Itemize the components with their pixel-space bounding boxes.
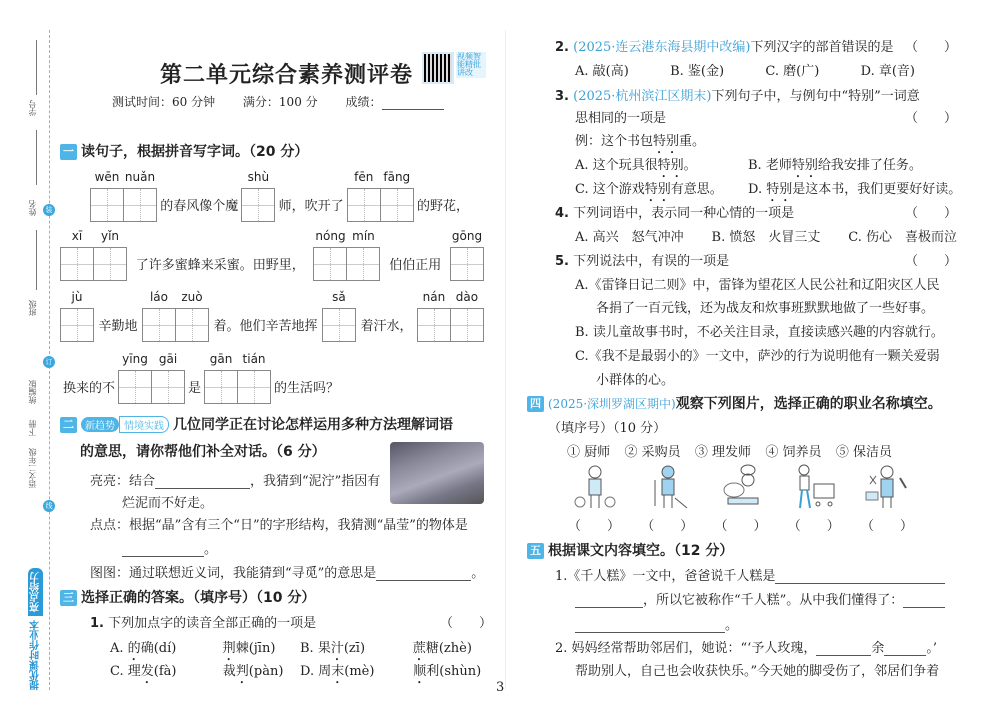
option — [300, 660, 508, 687]
text: D. — [748, 182, 767, 197]
full-score: 满分：100 分 — [242, 95, 318, 109]
char-box-group[interactable] — [60, 290, 94, 342]
series-name: 提优课时作业本 — [30, 620, 42, 690]
pinyin: tián — [242, 352, 266, 366]
question-2 — [555, 36, 894, 55]
char-box[interactable] — [90, 170, 124, 222]
binding-mark: 订 — [43, 356, 55, 368]
answer-paren[interactable]: （ ） — [787, 519, 840, 534]
char-box-group[interactable] — [322, 290, 356, 342]
time-limit: 测试时间：60 分钟 — [112, 95, 216, 109]
char-box-group[interactable] — [118, 352, 185, 404]
volume-label: 下册 — [28, 420, 37, 436]
answer-paren[interactable]: （ ） — [860, 519, 913, 534]
grade-label: 语文二年级 — [28, 448, 37, 488]
page-title: 第二单元综合素养测评卷 — [160, 63, 414, 88]
question-text: 下列词语中，表示同一种心情的一项是 — [573, 206, 795, 221]
option-cont: 小群体的心。 — [596, 373, 675, 388]
char-box-group[interactable] — [450, 229, 484, 281]
text: (mè) — [344, 664, 375, 679]
question-1 — [90, 612, 316, 631]
question-text: 思相同的一项是 — [575, 111, 667, 126]
pinyin: gōng — [451, 229, 483, 243]
sentence-text: 换来的不 — [63, 381, 116, 396]
pinyin: jù — [71, 290, 83, 304]
fill-question-1-cont — [575, 589, 945, 608]
section-number: 五 — [527, 543, 544, 559]
option-cont: 各捐了一百元钱，还为战友和炊事班默默地做了一些好事。 — [596, 301, 935, 316]
blank-line — [36, 40, 37, 95]
char-box[interactable] — [347, 170, 381, 222]
char-box[interactable] — [60, 290, 94, 342]
period: 。 — [725, 618, 739, 633]
char-box[interactable] — [152, 352, 185, 404]
period: 。 — [471, 566, 485, 581]
char-box[interactable] — [417, 290, 451, 342]
text: 裁 — [222, 664, 236, 679]
dotted-char: 末 — [331, 664, 345, 679]
answer-blank[interactable] — [884, 655, 926, 656]
option: A. 敲(高) — [575, 64, 629, 79]
option-letter: D. — [300, 664, 315, 679]
qr-caption: 视频智能精批讲改 — [456, 52, 486, 78]
char-box[interactable] — [142, 290, 176, 342]
sentence-text: 是 — [188, 381, 202, 396]
question-text: 。’ — [926, 641, 937, 656]
section-1-heading — [60, 141, 308, 161]
profession-options — [567, 441, 892, 460]
name-label: 姓名 — [28, 200, 37, 216]
pinyin: xī — [71, 229, 83, 243]
pinyin: láo — [149, 290, 168, 304]
blank-line — [36, 230, 37, 290]
text: 。 — [683, 158, 697, 173]
shopper-illustration — [790, 462, 840, 512]
binding-margin — [0, 0, 52, 718]
cleaner-illustration — [643, 462, 693, 512]
dotted-char: 的 — [127, 641, 141, 656]
period: 。 — [204, 542, 218, 557]
option-word — [318, 660, 413, 687]
exam-info — [112, 93, 444, 110]
dotted-char: 蔗 — [412, 641, 426, 656]
source-tag: (2025·连云港东海县期中改编) — [573, 40, 751, 55]
dialog-liangliang — [90, 470, 380, 489]
pinyin: nán — [422, 290, 446, 304]
section-number: 三 — [60, 590, 77, 606]
question-5 — [555, 250, 729, 269]
answer-paren[interactable]: （ ） — [905, 40, 958, 55]
pinyin: nóng — [315, 229, 346, 243]
section-4-heading — [527, 393, 942, 413]
option — [575, 154, 697, 181]
text: 利(shùn) — [426, 664, 482, 679]
option-word — [128, 660, 223, 687]
dotted-text: 特别 — [644, 182, 671, 197]
text: (zī) — [343, 641, 366, 656]
char-box[interactable] — [322, 290, 356, 342]
char-box[interactable] — [176, 290, 209, 342]
answer-paren[interactable]: （ ） — [905, 206, 958, 221]
text: A. 这个玩具很 — [575, 158, 658, 173]
answer-blank[interactable] — [155, 488, 250, 489]
section-number: 四 — [527, 396, 544, 412]
char-box[interactable] — [94, 229, 127, 281]
option — [575, 178, 723, 205]
section-3-heading — [60, 587, 315, 607]
char-box[interactable] — [450, 229, 484, 281]
option: A. 高兴 怒气冲冲 — [575, 230, 684, 245]
example-sentence — [575, 130, 705, 157]
option: ③ 理发师 — [694, 445, 752, 460]
char-box-group[interactable] — [347, 170, 414, 222]
dialog-tutu — [90, 562, 484, 581]
char-box[interactable] — [451, 290, 484, 342]
pinyin: nuǎn — [124, 170, 156, 184]
option: C. 伤心 喜极而泣 — [848, 230, 957, 245]
question-text: ，所以它被称作“千人糕”。从中我们懂得了： — [643, 593, 904, 608]
dialog-text: 亮亮：结合 — [90, 474, 156, 489]
column-divider — [505, 30, 506, 690]
text: 果 — [317, 641, 331, 656]
answer-paren[interactable]: （ ） — [641, 519, 694, 534]
pinyin: wēn — [94, 170, 120, 184]
option: ④ 饲养员 — [765, 445, 822, 460]
text: 理 — [127, 664, 141, 679]
brand-name: 亮点给力 — [29, 568, 44, 616]
option — [748, 178, 961, 205]
pinyin: yīng — [122, 352, 148, 366]
sentence-text: 的野花， — [416, 199, 469, 214]
dotted-char: 荆 — [222, 641, 236, 656]
sentence-text: 了许多蜜蜂来采蜜。田野里， — [135, 258, 305, 273]
answer-blank[interactable] — [816, 655, 871, 656]
char-box[interactable] — [238, 352, 271, 404]
student-no-label: 学号 — [28, 100, 37, 116]
answer-line — [122, 538, 217, 557]
dotted-char: 顺 — [413, 664, 427, 679]
dialog-text: 图图：通过联想近义词，我能猜到“寻觅”的意思是 — [90, 566, 377, 581]
char-box[interactable] — [241, 170, 275, 222]
dotted-text: 特别 — [653, 134, 680, 149]
chef-illustration — [718, 462, 768, 512]
option: ① 厨师 — [567, 445, 611, 460]
char-box[interactable] — [60, 229, 94, 281]
option — [748, 154, 922, 181]
answer-blank[interactable] — [903, 607, 945, 608]
option: D. 章(音) — [860, 64, 915, 79]
char-box-group[interactable] — [60, 229, 127, 281]
fill-question-2 — [555, 637, 937, 656]
question-text: 下列加点字的读音全部正确的一项是 — [108, 616, 317, 631]
text: B. 老师 — [748, 158, 792, 173]
question-text: 下列汉字的部首错误的是 — [750, 40, 894, 55]
heading-text: 几位同学正在讨论怎样运用多种方法理解词语 — [173, 417, 453, 433]
char-box-group[interactable] — [241, 170, 275, 222]
text: C. 这个游戏 — [575, 182, 645, 197]
char-box-group[interactable] — [90, 170, 157, 222]
sentence-text: 着。他们辛苦地挥 — [213, 319, 318, 334]
text: 确(dí) — [140, 641, 177, 656]
answer-blank[interactable] — [775, 583, 945, 584]
section-2-heading — [60, 414, 453, 434]
q4-options — [575, 226, 957, 245]
section-4-subheading: （填序号）（10 分） — [548, 421, 667, 436]
text: 给我安排了任务。 — [817, 158, 922, 173]
option: A.《雷锋日记二则》中，雷锋为望花区人民公社和辽阳灾区人民 — [575, 278, 940, 293]
char-box[interactable] — [124, 170, 157, 222]
option: B. 鉴(金) — [670, 64, 725, 79]
qr-code-icon[interactable] — [422, 52, 454, 84]
heading-text: 观察下列图片，选择正确的职业名称填空。 — [675, 396, 942, 412]
pinyin: yǐn — [100, 229, 120, 243]
option: ⑤ 保洁员 — [835, 445, 892, 460]
sentence-text: 着汗水， — [360, 319, 413, 334]
profession-answers — [568, 515, 913, 534]
score-field[interactable] — [382, 109, 444, 110]
pinyin: mín — [352, 229, 375, 243]
dotted-text: 特别 — [766, 182, 793, 197]
char-box[interactable] — [313, 229, 347, 281]
answer-blank[interactable] — [575, 632, 725, 633]
blank-line — [36, 130, 37, 185]
trend-badge: 新趋势 — [81, 417, 119, 432]
option-letter: B. — [300, 641, 314, 656]
answer-paren[interactable]: （ ） — [905, 111, 958, 126]
option-letter: A. — [110, 641, 124, 656]
question-text: 下列句子中，与例句中“特别”一词意 — [711, 89, 920, 104]
section-2-heading-cont: 的意思，请你帮他们补全对话。（6 分） — [80, 444, 326, 460]
text: 糖(zhè) — [425, 641, 472, 656]
question-number: 4. — [555, 206, 569, 221]
option-word — [413, 660, 508, 687]
text: 周 — [318, 664, 332, 679]
text: 棘(jīn) — [235, 641, 276, 656]
heading-text: 根据课文内容填空。（12 分） — [548, 543, 734, 559]
sentence-text: 的生活吗？ — [274, 381, 340, 396]
brand-logo — [28, 480, 44, 690]
pinyin: fāng — [383, 170, 411, 184]
answer-blank[interactable] — [122, 556, 204, 557]
char-box-group[interactable] — [417, 290, 484, 342]
muddy-road-photo — [390, 442, 484, 504]
binding-mark: 线 — [43, 500, 55, 512]
char-box[interactable] — [204, 352, 238, 404]
pinyin: sǎ — [332, 290, 346, 304]
option-letter: C. — [110, 664, 124, 679]
char-box[interactable] — [347, 229, 380, 281]
question-text: 余 — [871, 641, 885, 656]
pinyin: gān — [209, 352, 233, 366]
barber-illustration — [862, 462, 912, 512]
question-number: 3. — [555, 89, 569, 104]
answer-paren[interactable]: （ ） — [905, 254, 958, 269]
answer-blank[interactable] — [575, 607, 643, 608]
option — [110, 660, 318, 687]
edition-label: 统编版 — [28, 380, 37, 404]
fill-question-1 — [555, 565, 945, 584]
q2-options — [575, 60, 915, 79]
option: C. 磨(广) — [765, 64, 820, 79]
score-label: 成绩： — [345, 95, 382, 109]
question-3 — [555, 85, 920, 104]
char-box-group[interactable] — [204, 352, 271, 404]
animal-keeper-illustration — [570, 462, 620, 512]
text: 例：这个书包 — [575, 134, 654, 149]
question-text: 下列说法中，有误的一项是 — [573, 254, 730, 269]
dotted-char: 发 — [140, 664, 154, 679]
section-5-heading — [527, 540, 733, 560]
pinyin: fēn — [354, 170, 374, 184]
dialog-text: ，我猜到“泥泞”指因有 — [250, 474, 381, 489]
option: B. 愤怒 火冒三丈 — [711, 230, 821, 245]
question-text: 2. 妈妈经常帮助邻居们，她说：“‘予人玫瑰， — [555, 641, 817, 656]
option: C.《我不是最弱小的》一文中，萨沙的行为说明他有一颗关爱弱 — [575, 349, 940, 364]
char-box-group[interactable] — [313, 229, 380, 281]
sentence-text: 的春风像个魔 — [160, 199, 239, 214]
char-box[interactable] — [381, 170, 414, 222]
source-tag: (2025·杭州滨江区期末) — [573, 89, 712, 104]
question-text: 帮助别人，自己也会收获快乐。”今天她的脚受伤了，邻居们争着 — [575, 664, 940, 679]
sentence-text: 师，吹开了 — [278, 199, 344, 214]
sentence-text: 辛勤地 — [98, 319, 138, 334]
dotted-char: 判 — [235, 664, 249, 679]
source-tag: (2025·深圳罗湖区期中) — [548, 397, 676, 411]
pinyin: shù — [247, 170, 270, 184]
pinyin: dào — [455, 290, 479, 304]
text: 是这本书，我们更要好好读。 — [792, 182, 962, 197]
section-number: 一 — [60, 144, 77, 160]
text: 重。 — [679, 134, 706, 149]
fill-question-1-end — [575, 614, 738, 633]
practice-badge: 情境实践 — [119, 416, 169, 433]
pinyin: zuò — [181, 290, 203, 304]
char-box-group[interactable] — [142, 290, 209, 342]
question-number: 1. — [90, 616, 104, 631]
answer-paren[interactable]: （ ） — [568, 519, 621, 534]
class-label: 班级 — [28, 300, 37, 316]
dotted-text: 特别 — [791, 158, 818, 173]
dotted-text: 特别 — [657, 158, 684, 173]
option: B. 读儿童故事书时，不必关注目录，直接读感兴趣的内容就行。 — [575, 325, 944, 340]
text: 有意思。 — [670, 182, 723, 197]
option: ② 采购员 — [624, 445, 681, 460]
dotted-char: 汁 — [330, 641, 344, 656]
char-box[interactable] — [118, 352, 152, 404]
answer-paren[interactable]: （ ） — [714, 519, 767, 534]
pinyin: gāi — [158, 352, 178, 366]
text: (fà) — [153, 664, 177, 679]
section-number: 二 — [60, 417, 77, 433]
dialog-diandian: 点点：根据“晶”含有三个“日”的字形结构，我猜测“晶莹”的物体是 — [90, 518, 468, 533]
binding-mark: 装 — [43, 204, 55, 216]
heading-text: 选择正确的答案。（填序号）（10 分） — [81, 590, 316, 606]
question-number: 5. — [555, 254, 569, 269]
answer-blank[interactable] — [376, 580, 471, 581]
question-text: 1.《千人糕》一文中，爸爸说千人糕是 — [555, 569, 776, 584]
answer-paren[interactable]: （ ） — [440, 616, 493, 631]
page-number: 3 — [496, 680, 505, 695]
dialog-text: 烂泥而不好走。 — [122, 496, 214, 511]
question-4 — [555, 202, 794, 221]
text: (pàn) — [248, 664, 284, 679]
sentence-text: 伯伯正用 — [389, 258, 442, 273]
heading-text: 读句子，根据拼音写字词。（20 分） — [81, 144, 309, 160]
question-number: 2. — [555, 40, 569, 55]
